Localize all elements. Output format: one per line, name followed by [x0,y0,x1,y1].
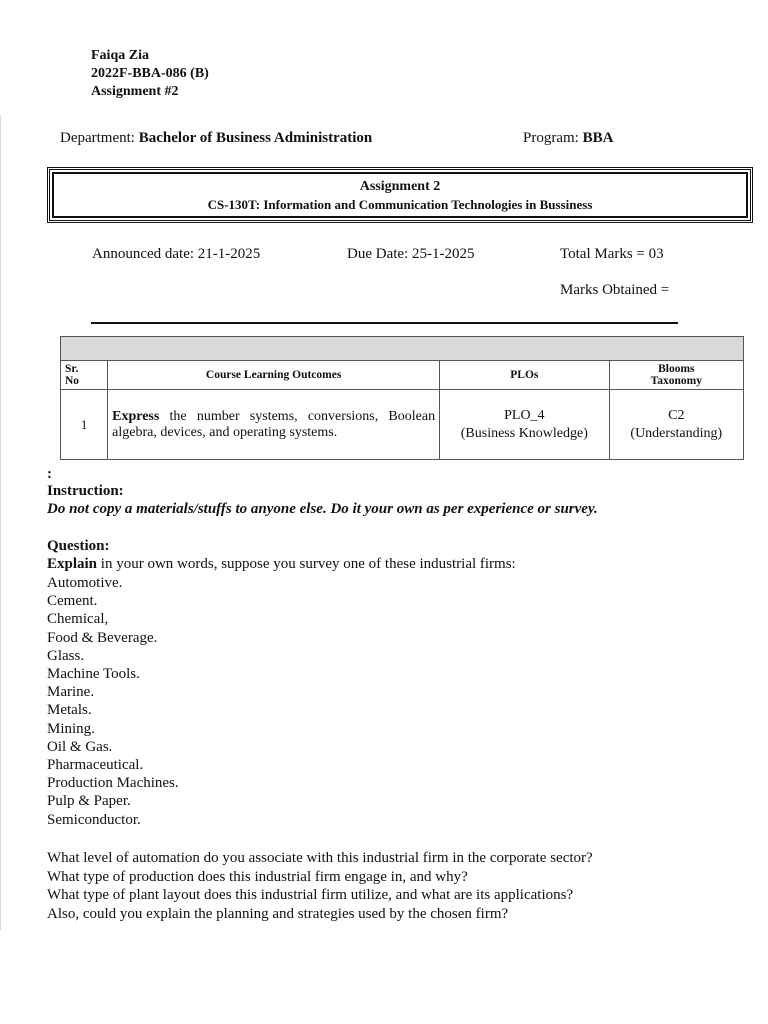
instruction-heading: Instruction: [47,483,124,499]
course-title: CS-130T: Information and Communication Technologies in Bussiness [207,197,593,212]
list-item: Mining. [47,720,95,737]
list-item: Food & Beverage. [47,629,158,646]
header-plos: PLOs [440,361,609,390]
cell-blooms: C2 (Understanding) [609,390,743,460]
table-shaded-row [61,337,744,361]
question-verb: Explain [47,556,98,572]
title-box [47,167,753,223]
firm-list [47,574,179,829]
header-clo: Course Learning Outcomes [108,361,440,390]
instruction-text: Do not copy a materials/stuffs to anyone else. Do it your own as per experience or survey. [47,501,598,517]
table-header-row [61,361,744,390]
list-item: Machine Tools. [47,666,140,683]
question-heading: Question: [47,538,110,554]
question-prompt: What type of production does this industrial firm engage in, and why? [47,868,468,885]
department-row [60,130,660,147]
question-prompt: What level of automation do you associate with this industrial firm in the corporate sector? [47,850,593,866]
header-sr-no: Sr. No [61,361,108,390]
question-lead-text: in your own words, suppose you survey one of these industrial firms: [97,556,516,572]
total-marks: Total Marks = 03 [560,246,664,262]
list-item: Oil & Gas. [47,738,113,755]
student-id: 2022F-BBA-086 (B) [91,66,209,81]
announced-date: Announced date: 21-1-2025 [92,246,261,262]
title-inner [52,172,748,218]
cell-clo [108,390,440,460]
assignment-label: Assignment #2 [91,84,179,99]
program-info [523,130,613,147]
department-label: Department: [60,130,135,146]
question-prompts [47,849,593,923]
header-blooms: Blooms Taxonomy [609,361,743,390]
page-edge-line [0,115,1,930]
list-item: Chemical, [47,611,109,628]
list-item: Pharmaceutical. [47,757,144,774]
question-lead [47,556,516,573]
question-prompt: What type of plant layout does this industrial firm utilize, and what are its applications? [47,887,574,903]
list-item: Cement. [47,593,98,610]
list-item: Pulp & Paper. [47,793,131,810]
marks-obtained: Marks Obtained = [560,282,670,298]
clo-text: the number systems, conversions, Boolean algebra, devices, and operating systems. [112,408,436,440]
cell-plo: PLO_4 (Business Knowledge) [440,390,609,460]
list-item: Production Machines. [47,775,179,792]
question-prompt: Also, could you explain the planning and strategies used by the chosen firm? [47,905,509,922]
list-item: Automotive. [47,575,123,591]
cell-sr: 1 [61,390,108,460]
list-item: Semiconductor. [47,811,141,828]
signature-line [91,322,678,324]
list-item: Marine. [47,684,95,701]
list-item: Metals. [47,702,92,719]
department-value: Bachelor of Business Administration [138,130,373,146]
clo-table [60,336,744,460]
student-name: Faiqa Zia [91,48,149,63]
table-row [61,390,744,460]
stray-colon: : [47,466,52,482]
program-value: BBA [582,130,614,146]
student-header [91,47,209,101]
assignment-title: Assignment 2 [359,179,441,194]
program-label: Program: [523,130,579,146]
clo-verb: Express [112,408,160,424]
due-date: Due Date: 25-1-2025 [347,246,475,262]
list-item: Glass. [47,647,85,664]
